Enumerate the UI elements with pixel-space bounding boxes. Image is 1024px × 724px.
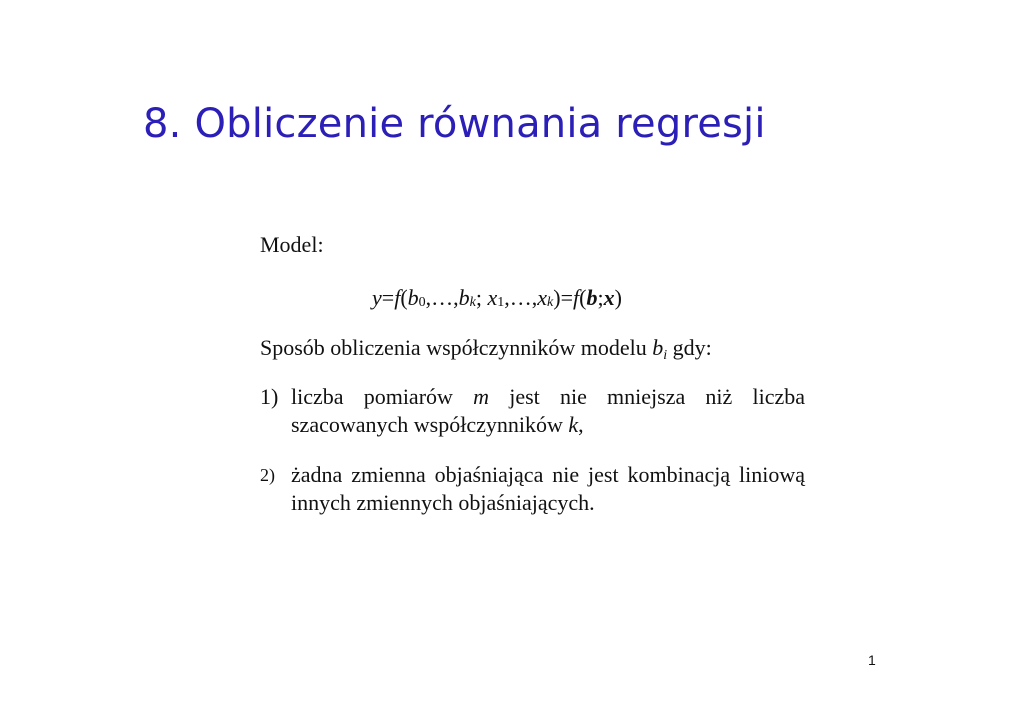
condition-text-part: jest nie mniejsza niż liczba szacowanych współczynników: [291, 384, 806, 437]
formula-part: ,…,: [425, 285, 459, 310]
formula-part: =: [381, 285, 395, 310]
formula-subscript: [547, 295, 553, 310]
page-number: 1: [868, 652, 876, 668]
condition-text: [291, 383, 805, 439]
formula-part: f: [394, 285, 401, 310]
formula-subscript: 1: [497, 295, 505, 310]
formula-subscript: [470, 295, 476, 310]
formula-part: y: [372, 285, 382, 310]
model-label: Model:: [260, 232, 324, 257]
formula-part: b: [407, 285, 419, 310]
method-var-subscript: i: [663, 348, 668, 363]
formula-part: b: [458, 285, 470, 310]
condition-item: [260, 461, 805, 517]
method-var: b: [652, 335, 664, 360]
method-tail: gdy:: [667, 335, 712, 360]
method-text: Sposób obliczenia współczynników modelu: [260, 335, 653, 360]
condition-var-k: k: [568, 412, 579, 437]
formula-part: =: [560, 285, 573, 310]
formula-part: (: [400, 285, 408, 310]
formula-part: f: [572, 285, 580, 310]
condition-text: żadna zmienna objaśniająca nie jest kombinacją liniową innych zmiennych objaśniających.: [291, 462, 805, 515]
method-sentence: [260, 335, 712, 361]
formula-part: ): [614, 285, 622, 310]
formula-vector-b: b: [586, 285, 598, 310]
condition-var-m: m: [473, 384, 490, 409]
slide-title: 8. Obliczenie równania regresji: [143, 101, 766, 147]
condition-text-part: liczba pomiarów: [291, 384, 474, 409]
condition-number: 1): [260, 384, 279, 409]
formula-part: ,…,: [504, 285, 538, 310]
formula-part: x: [487, 285, 498, 310]
formula-subscript-var: k: [547, 295, 554, 310]
formula-part: (: [579, 285, 587, 310]
formula-subscript-var: k: [469, 295, 476, 310]
formula-part: ;: [597, 285, 604, 310]
formula-part: x: [537, 285, 548, 310]
regression-formula: [372, 285, 622, 311]
condition-text-part: ,: [578, 412, 584, 437]
condition-number: 2): [260, 465, 275, 485]
formula-part: ;: [475, 285, 488, 310]
condition-item: [260, 383, 805, 439]
formula-part: ): [553, 285, 561, 310]
formula-subscript: 0: [418, 295, 426, 310]
formula-vector-x: x: [603, 285, 615, 310]
